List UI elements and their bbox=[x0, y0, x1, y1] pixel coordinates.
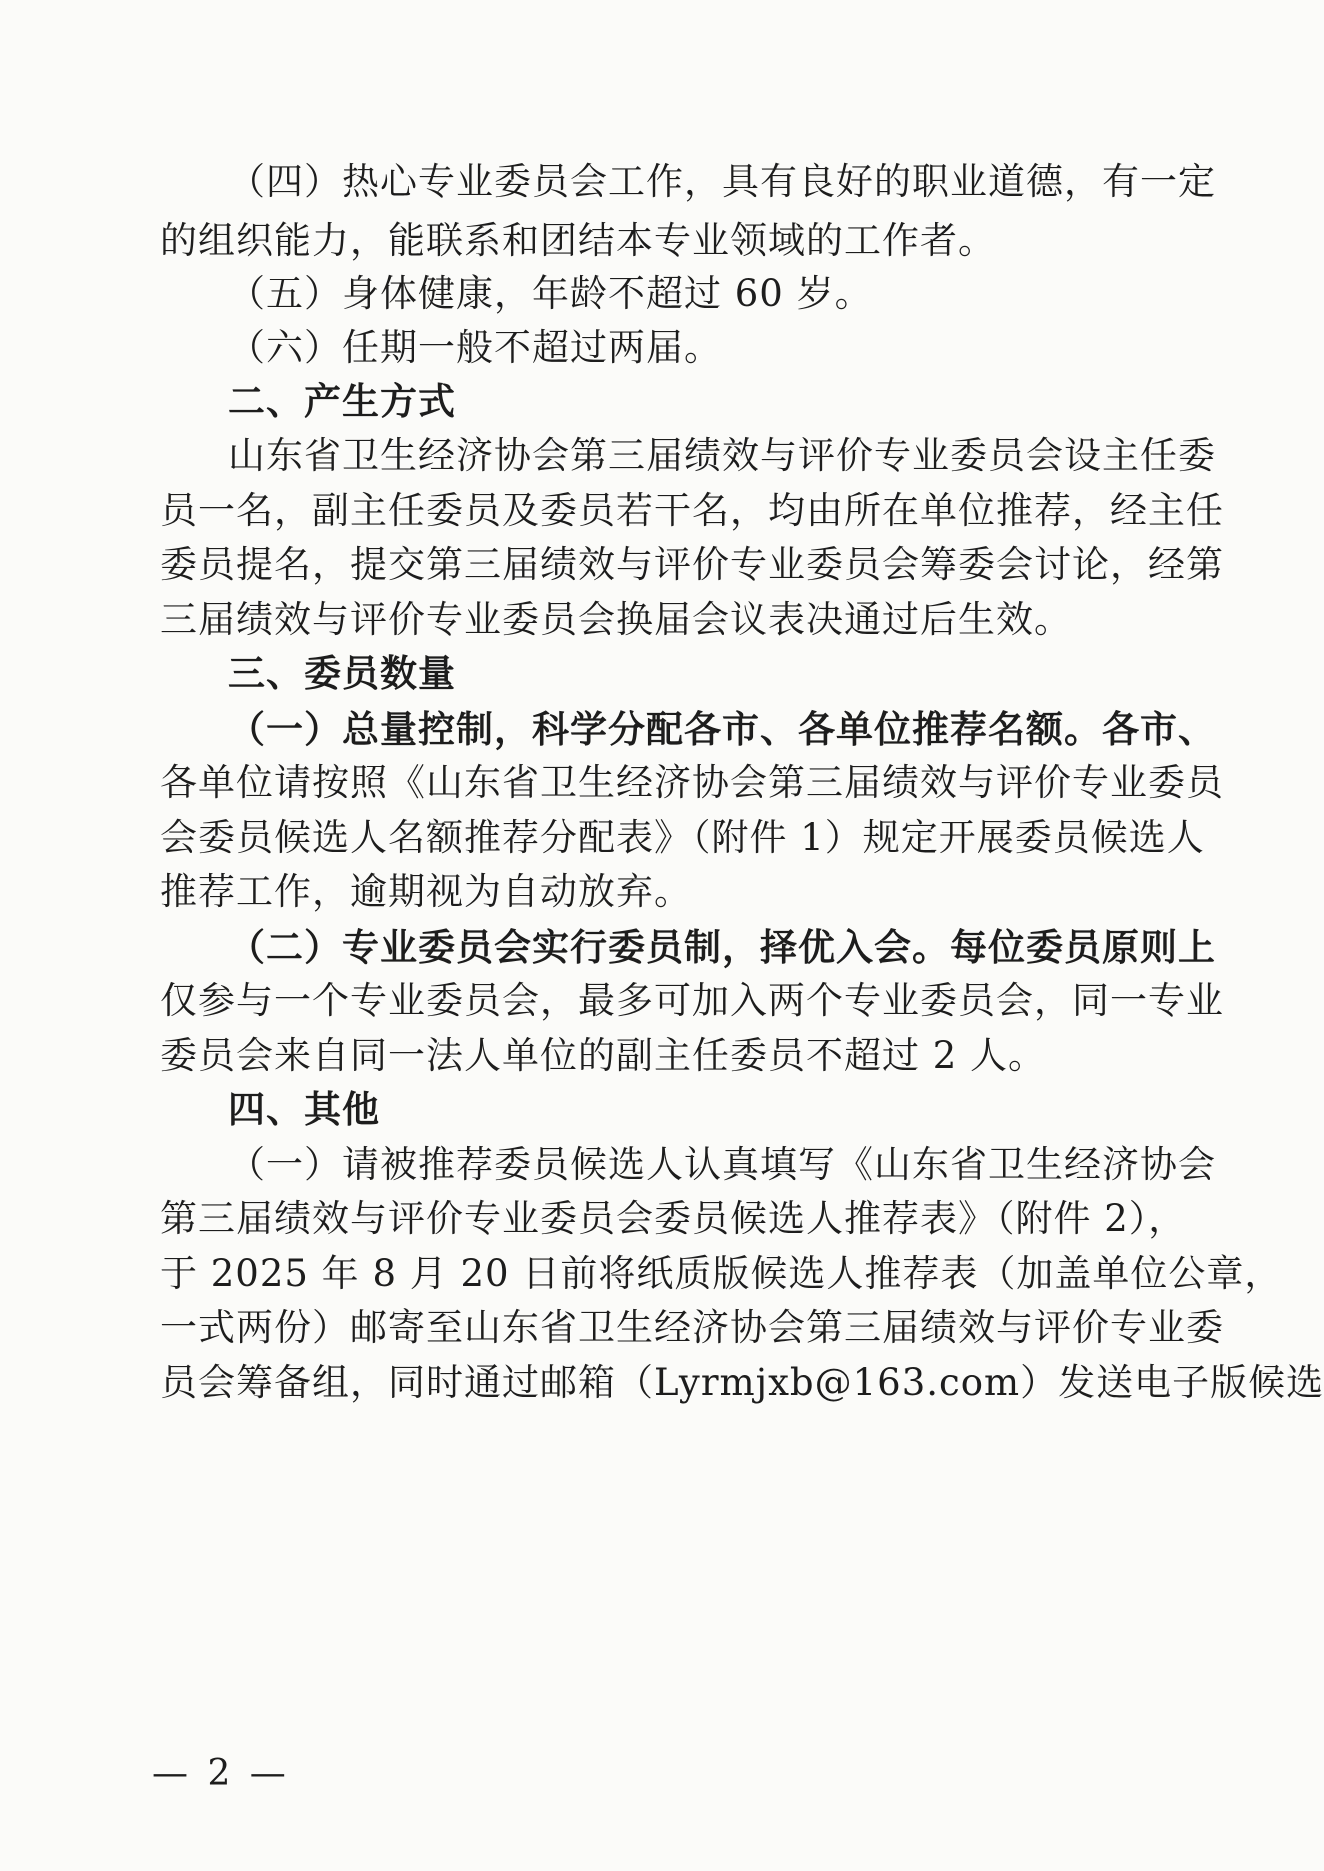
paragraph-line: （一）请被推荐委员候选人认真填写《山东省卫生经济协会 bbox=[228, 1143, 1216, 1186]
paragraph-line: 的组织能力，能联系和团结本专业领域的工作者。 bbox=[160, 219, 996, 262]
paragraph-line: 委员提名，提交第三届绩效与评价专业委员会筹委会讨论，经第 bbox=[160, 543, 1224, 586]
paragraph-line: 员会筹备组，同时通过邮箱（Lyrmjxb@163.com）发送电子版候选 bbox=[160, 1361, 1324, 1404]
paragraph-line: 一式两份）邮寄至山东省卫生经济协会第三届绩效与评价专业委 bbox=[160, 1306, 1224, 1349]
paragraph-line: 委员会来自同一法人单位的副主任委员不超过 2 人。 bbox=[160, 1034, 1047, 1077]
paragraph-line: 推荐工作，逾期视为自动放弃。 bbox=[160, 870, 692, 913]
paragraph-line: （六）任期一般不超过两届。 bbox=[228, 326, 722, 369]
paragraph-line: 会委员候选人名额推荐分配表》（附件 1）规定开展委员候选人 bbox=[160, 816, 1205, 859]
paragraph-line: （二）专业委员会实行委员制，择优入会。每位委员原则上 bbox=[228, 925, 1216, 969]
paragraph-line: （五）身体健康，年龄不超过 60 岁。 bbox=[228, 272, 873, 315]
paragraph-line: 员一名，副主任委员及委员若干名，均由所在单位推荐，经主任 bbox=[160, 489, 1224, 532]
paragraph-line: 仅参与一个专业委员会，最多可加入两个专业委员会，同一专业 bbox=[160, 979, 1224, 1022]
paragraph-line: （一）总量控制，科学分配各市、各单位推荐名额。各市、 bbox=[228, 707, 1216, 751]
paragraph-line: 于 2025 年 8 月 20 日前将纸质版候选人推荐表（加盖单位公章， bbox=[160, 1252, 1283, 1295]
section-heading: 三、委员数量 bbox=[228, 652, 456, 695]
section-heading: 二、产生方式 bbox=[228, 380, 456, 423]
paragraph-line: 各单位请按照《山东省卫生经济协会第三届绩效与评价专业委员 bbox=[160, 761, 1224, 804]
page-number: — 2 — bbox=[152, 1753, 290, 1794]
paragraph-line: （四）热心专业委员会工作，具有良好的职业道德，有一定 bbox=[228, 160, 1216, 203]
section-heading: 四、其他 bbox=[228, 1088, 380, 1131]
paragraph-line: 山东省卫生经济协会第三届绩效与评价专业委员会设主任委 bbox=[228, 434, 1216, 477]
paragraph-line: 三届绩效与评价专业委员会换届会议表决通过后生效。 bbox=[160, 598, 1072, 641]
paragraph-line: 第三届绩效与评价专业委员会委员候选人推荐表》（附件 2）， bbox=[160, 1197, 1187, 1240]
